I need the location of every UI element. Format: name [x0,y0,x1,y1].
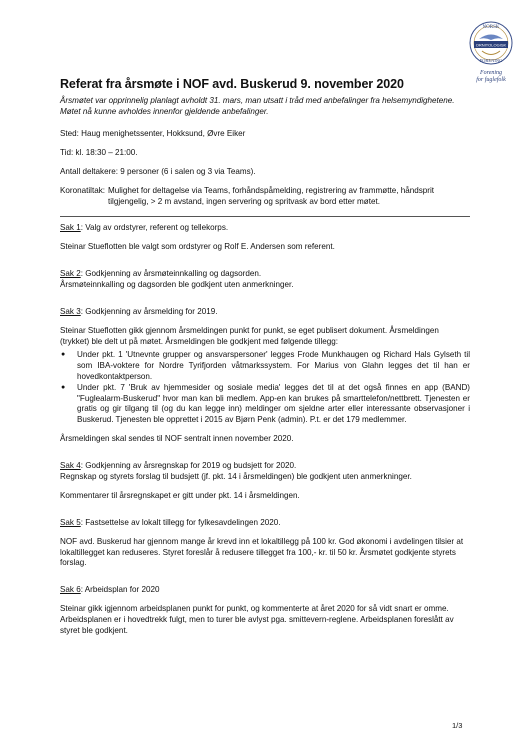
document-title: Referat fra årsmøte i NOF avd. Buskerud 9. november 2020 [60,77,404,91]
section-4-heading: Sak 4: Godkjenning av årsregnskap for 2019 og budsjett for 2020. [60,461,297,471]
section-3-bullet-1: Under pkt. 1 'Utnevnte grupper og ansvarspersoner' legges Frode Munkhaugen og Richard Hals Gylseth til som IBA-voktere for Nordre Tyrifjorden våtmarkssystem. For Marius von Glahn legges det til han er hovedkontaktperson. [77,350,470,381]
list-item [60,350,470,382]
document-body [60,96,470,645]
section-5-number: Sak 5 [60,517,81,527]
section-1-number: Sak 1 [60,223,81,233]
svg-text:NORSK: NORSK [482,25,500,30]
section-5-heading: Sak 5: Fastsettelse av lokalt tillegg for fylkesavdelingen 2020. [60,517,281,527]
section-3-bullet-2: Under pkt. 7 'Bruk av hjemmesider og sosiale media' legges det til at det også finnes en app (BAND) "Fuglealarm-Buskerud" hvor man kan bli medlem. App-en kan brukes på smarttelefon/nettbrett. Tjenesten er gratis og gir tilgang til (og du kan legge inn) meldinger om sjeldne arter eller interessante observasjoner i Buskerud. Tjenesten ble opprettet i 2015 av Bjørn Penk (admin). P.t. er det 179 medlemmer. [77,383,470,424]
section-6-number: Sak 6 [60,585,81,595]
section-3-number: Sak 3 [60,307,81,317]
section-3-body: Steinar Stueflotten gikk gjennom årsmeldingen punkt for punkt, se eget publisert dokument. Årsmeldingen (trykket) ble delt ut på møtet. Årsmeldingen ble godkjent med følgende tillegg: [60,326,439,346]
covid-measures [60,186,470,207]
section-1-body: Steinar Stueflotten ble valgt som ordstyrer og Rolf E. Andersen som referent. [60,242,335,252]
svg-text:FORENING: FORENING [479,58,503,63]
logo-tagline: Forening for fuglefolk [476,70,506,83]
bullet-icon: ● [61,351,66,359]
bullet-icon: ● [61,384,66,392]
intro-text: Årsmøtet var opprinnelig planlagt avholdt 31. mars, man utsatt i tråd med anbefalinger fra helsemyndighetene. Møtet nå kunne avholdes innenfor gjeldende anbefalinger. [60,96,455,116]
meeting-time: Tid: kl. 18:30 – 21:00. [60,148,138,158]
attendance-count: Antall deltakere: 9 personer (6 i salen og 3 via Teams). [60,167,256,177]
section-1-heading: Sak 1: Valg av ordstyrer, referent og tellekorps. [60,223,229,233]
nof-emblem-icon [466,18,516,70]
section-divider [60,216,470,217]
section-6-heading: Sak 6: Arbeidsplan for 2020 [60,585,160,595]
section-4-body: Regnskap og styrets forslag til budsjett (jf. pkt. 14 i årsmeldingen) ble godkjent uten anmerkninger. [60,471,412,481]
section-4-body-2: Kommentarer til årsregnskapet er gitt under pkt. 14 i årsmeldingen. [60,490,300,500]
section-4-number: Sak 4 [60,461,81,471]
list-item [60,383,470,425]
covid-measures-text: Mulighet for deltagelse via Teams, forhåndspåmelding, registrering av frammøtte, håndsprit tilgjengelig, > 2 m avstand, ingen servering og spritvask av bord etter møtet. [108,186,435,207]
section-6-body: Steinar gikk igjennom arbeidsplanen punkt for punkt, og kommenterte at året 2020 for så vidt snart er omme. Arbeidsplanen er i hovedtrekk fulgt, men to turer ble avlyst pga. smittevern-reglene. Arbeidsplanen foreslått av styret ble godkjent. [60,604,454,635]
meeting-location: Sted: Haug menighetssenter, Hokksund, Øvre Eiker [60,129,246,139]
covid-measures-label: Koronatiltak: [60,186,105,196]
section-5-body: NOF avd. Buskerud har gjennom mange år krevd inn et lokaltillegg på 100 kr. God økonomi i avdelingen tilsier at lokaltillegget kan reduseres. Styret foreslår å redusere tillegget fra 100,- kr. til 50 kr. Årsmøtet godkjente styrets forslag. [60,536,464,568]
section-2-body: Årsmøteinnkalling og dagsorden ble godkjent uten anmerkninger. [60,279,294,289]
section-3-closing: Årsmeldingen skal sendes til NOF sentralt innen november 2020. [60,433,294,443]
section-3-heading: Sak 3: Godkjenning av årsmelding for 2019. [60,307,218,317]
section-2-number: Sak 2 [60,269,81,279]
svg-text:ORNITOLOGISK: ORNITOLOGISK [475,42,507,48]
nof-logo [466,18,516,90]
section-2-heading: Sak 2: Godkjenning av årsmøteinnkalling og dagsorden. [60,269,262,279]
page-number: 1/3 [452,721,463,730]
